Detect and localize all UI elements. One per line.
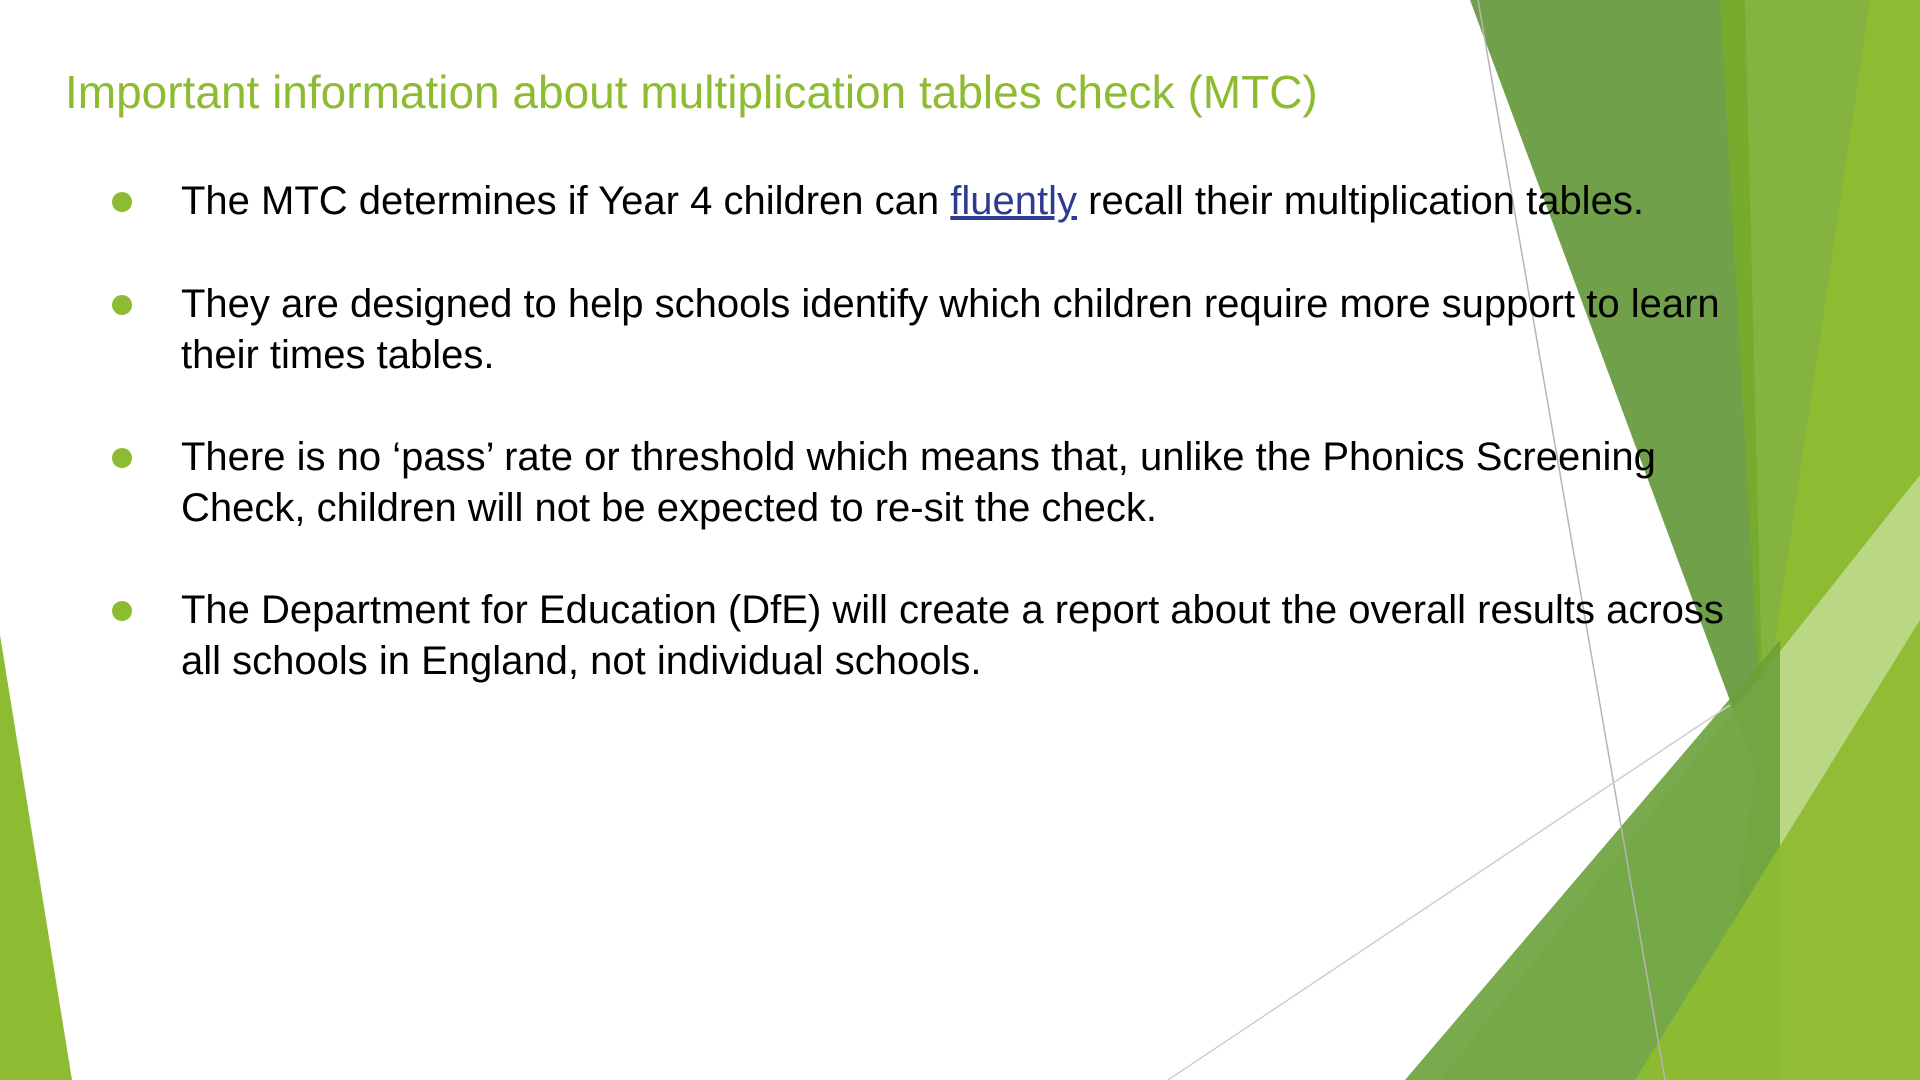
bullet-text-line: all schools in England, not individual schools.: [181, 639, 982, 683]
bullet-text-line: There is no ‘pass’ rate or threshold which means that, unlike the Phonics Screening: [181, 435, 1656, 479]
fluently-link[interactable]: fluently: [950, 179, 1078, 223]
bullet-text: The MTC determines if Year 4 children can: [181, 179, 951, 223]
bullet-dot-icon: [112, 601, 132, 621]
bullet-dot-icon: [112, 448, 132, 468]
bullet-item: [181, 585, 1861, 687]
bullet-dot-icon: [112, 192, 132, 212]
bullet-item: [181, 176, 1861, 227]
bullet-text-line: their times tables.: [181, 333, 495, 377]
bullet-text-line: They are designed to help schools identify which children require more support to learn: [181, 282, 1720, 326]
bullet-dot-icon: [112, 295, 132, 315]
bullet-item: [181, 432, 1861, 534]
left-green-wedge: [0, 635, 72, 1080]
bullet-text-line: The Department for Education (DfE) will create a report about the overall results across: [181, 588, 1724, 632]
bullet-item: [181, 279, 1861, 381]
slide-title: Important information about multiplication tables check (MTC): [65, 66, 1318, 118]
bullet-text: recall their multiplication tables.: [1077, 179, 1644, 223]
bullet-text-line: Check, children will not be expected to re-sit the check.: [181, 486, 1158, 530]
